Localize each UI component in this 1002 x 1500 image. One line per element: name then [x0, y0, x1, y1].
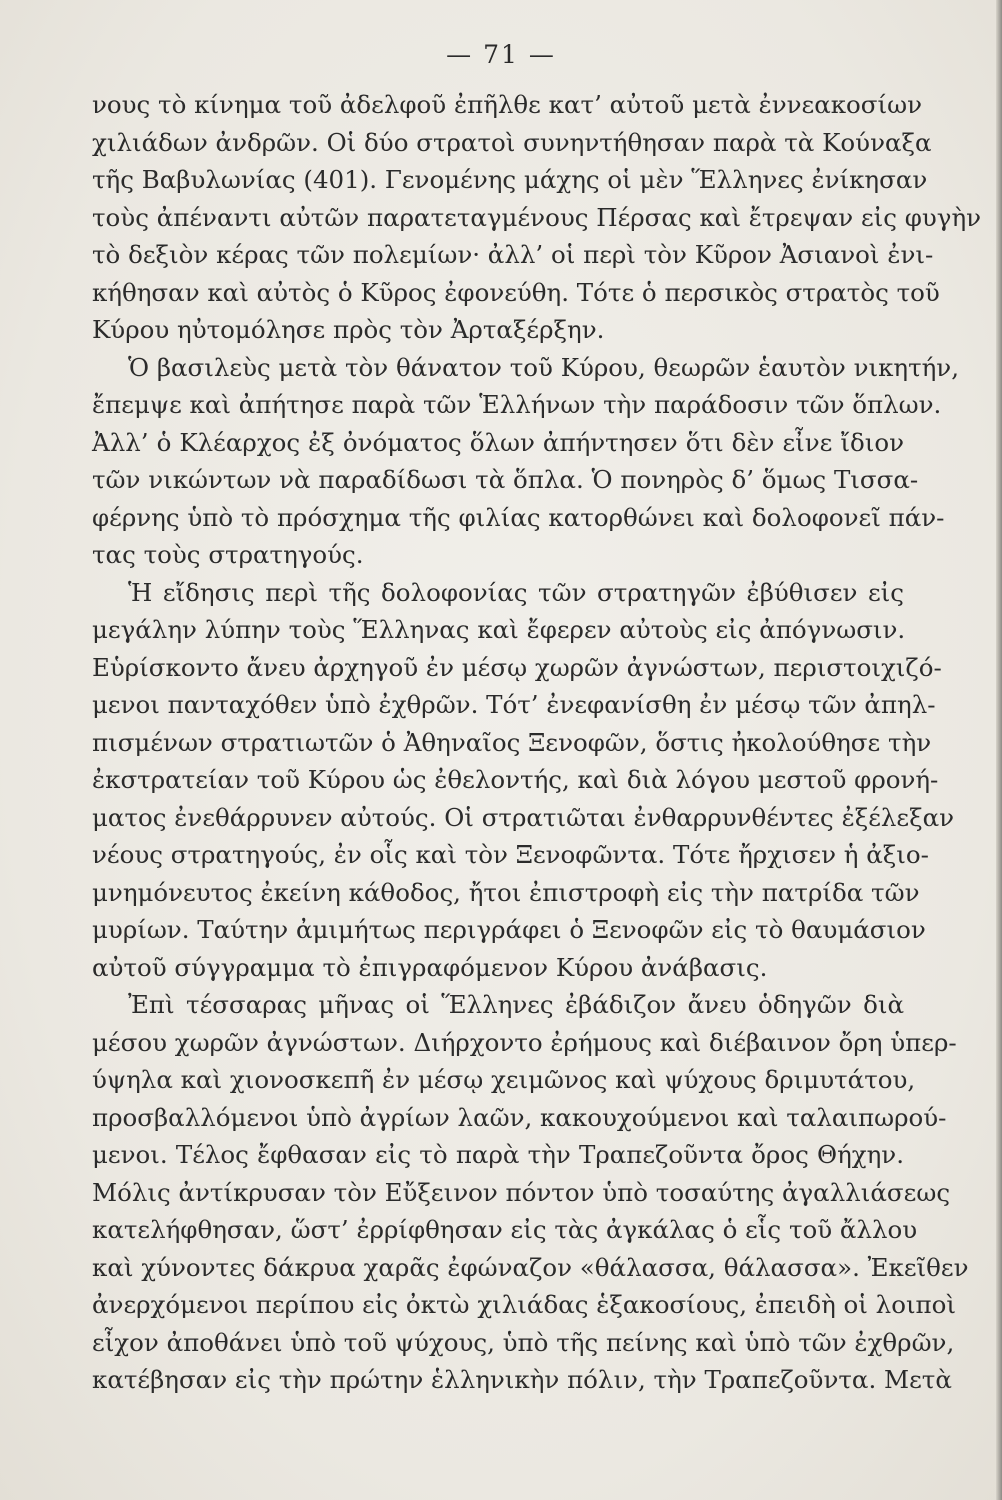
text-line: νέους στρατηγούς, ἐν οἷς καὶ τὸν Ξενοφῶντα. Τότε ἤρχισεν ἡ ἀξιο-	[92, 840, 929, 869]
text-line: τῶν νικώντων νὰ παραδίδωσι τὰ ὅπλα. Ὁ πονηρὸς δ’ ὅμως Τισσα-	[92, 465, 919, 494]
text-line: ματος ἐνεθάρρυνεν αὐτούς. Οἱ στρατιῶται ἐνθαρρυνθέντες ἐξέλεξαν	[92, 802, 955, 832]
text-line: κατελήφθησαν, ὥστ’ ἐρρίφθησαν εἰς τὰς ἀγκάλας ὁ εἷς τοῦ ἄλλου	[92, 1215, 918, 1244]
text-line: ἔπεμψε καὶ ἀπήτησε παρὰ τῶν Ἑλλήνων τὴν παράδοσιν τῶν ὅπλων.	[92, 390, 942, 419]
text-line: Εὑρίσκοντο ἄνευ ἀρχηγοῦ ἐν μέσῳ χωρῶν ἀγνώστων, περιστοιχιζό-	[92, 652, 942, 682]
text-line: τῆς Βαβυλωνίας (401). Γενομένης μάχης οἱ μὲν Ἕλληνες ἐνίκησαν	[92, 165, 928, 194]
text-line: χιλιάδων ἀνδρῶν. Οἱ δύο στρατοὶ συνηντήθησαν παρὰ τὰ Κούναξα	[92, 127, 932, 157]
text-line: μυρίων. Ταύτην ἀμιμήτως περιγράφει ὁ Ξενοφῶν εἰς τὸ θαυμάσιον	[92, 915, 926, 944]
body-text	[92, 86, 982, 1399]
text-line: Ἐπὶ τέσσαρας μῆνας οἱ Ἕλληνες ἐβάδιζον ἄνευ ὁδηγῶν διὰ	[128, 990, 904, 1019]
paragraph	[92, 349, 959, 574]
text-line: μνημόνευτος ἐκείνη κάθοδος, ἤτοι ἐπιστροφὴ εἰς τὴν πατρίδα τῶν	[92, 877, 920, 907]
text-line: τοὺς ἀπέναντι αὐτῶν παρατεταγμένους Πέρσας καὶ ἔτρεψαν εἰς φυγὴν	[92, 202, 982, 232]
text-line: Ἡ εἴδησις περὶ τῆς δολοφονίας τῶν στρατηγῶν ἐβύθισεν εἰς	[128, 577, 904, 607]
text-line: μεγάλην λύπην τοὺς Ἕλληνας καὶ ἔφερεν αὐτοὺς εἰς ἀπόγνωσιν.	[92, 615, 906, 644]
text-line: μέσου χωρῶν ἀγνώστων. Διήρχοντο ἐρήμους καὶ διέβαινον ὄρη ὑπερ-	[92, 1027, 957, 1057]
text-line: καὶ χύνοντες δάκρυα χαρᾶς ἐφώναζον «θάλασσα, θάλασσα». Ἐκεῖθεν	[92, 1252, 969, 1282]
text-line: φέρνης ὑπὸ τὸ πρόσχημα τῆς φιλίας κατορθώνει καὶ δολοφονεῖ πάν-	[92, 502, 945, 532]
page-edge-shadow	[996, 0, 1002, 1500]
text-line: Κύρου ηὐτομόλησε πρὸς τὸν Ἀρταξέρξην.	[92, 315, 605, 344]
text-line: εἶχον ἀποθάνει ὑπὸ τοῦ ψύχους, ὑπὸ τῆς πείνης καὶ ὑπὸ τῶν ἐχθρῶν,	[92, 1327, 955, 1357]
text-line: προσβαλλόμενοι ὑπὸ ἀγρίων λαῶν, κακουχούμενοι καὶ ταλαιπωρού-	[92, 1102, 947, 1132]
paragraph	[92, 86, 982, 349]
text-line: ἐκστρατείαν τοῦ Κύρου ὡς ἐθελοντής, καὶ διὰ λόγου μεστοῦ φρονή-	[92, 765, 939, 794]
text-line: πισμένων στρατιωτῶν ὁ Ἀθηναῖος Ξενοφῶν, ὅστις ἠκολούθησε τὴν	[92, 727, 932, 757]
text-line: τας τοὺς στρατηγούς.	[92, 540, 364, 569]
text-line: αὐτοῦ σύγγραμμα τὸ ἐπιγραφόμενον Κύρου ἀνάβασις.	[92, 952, 768, 982]
text-line: κήθησαν καὶ αὐτὸς ὁ Κῦρος ἐφονεύθη. Τότε ὁ περσικὸς στρατὸς τοῦ	[92, 277, 940, 307]
text-line: μενοι. Τέλος ἔφθασαν εἰς τὸ παρὰ τὴν Τραπεζοῦντα ὄρος Θήχην.	[92, 1140, 904, 1169]
text-line: Ἀλλ’ ὁ Κλέαρχος ἐξ ὀνόματος ὅλων ἀπήντησεν ὅτι δὲν εἶνε ἴδιον	[92, 427, 904, 457]
page-number: — 71 —	[446, 40, 556, 69]
text-line: Ὁ βασιλεὺς μετὰ τὸν θάνατον τοῦ Κύρου, θεωρῶν ἑαυτὸν νικητήν,	[128, 352, 959, 382]
paragraph	[92, 986, 969, 1399]
paragraph	[92, 574, 955, 987]
text-line: μενοι πανταχόθεν ὑπὸ ἐχθρῶν. Τότ’ ἐνεφανίσθη ἐν μέσῳ τῶν ἀπηλ-	[92, 690, 936, 719]
text-line: τὸ δεξιὸν κέρας τῶν πολεμίων· ἀλλ’ οἱ περὶ τὸν Κῦρον Ἀσιανοὶ ἐνι-	[92, 240, 934, 269]
text-line: Μόλις ἀντίκρυσαν τὸν Εὔξεινον πόντον ὑπὸ τοσαύτης ἀγαλλιάσεως	[92, 1177, 951, 1207]
text-line: ύψηλα καὶ χιονοσκεπῆ ἐν μέσῳ χειμῶνος καὶ ψύχους δριμυτάτου,	[92, 1065, 916, 1094]
text-line: νους τὸ κίνημα τοῦ ἀδελφοῦ ἐπῆλθε κατ’ αὐτοῦ μετὰ ἐννεακοσίων	[92, 90, 923, 119]
text-line: κατέβησαν εἰς τὴν πρώτην ἑλληνικὴν πόλιν, τὴν Τραπεζοῦντα. Μετὰ	[92, 1365, 952, 1394]
text-line: ἀνερχόμενοι περίπου εἰς ὀκτὼ χιλιάδας ἑξακοσίους, ἐπειδὴ οἱ λοιποὶ	[92, 1290, 957, 1319]
